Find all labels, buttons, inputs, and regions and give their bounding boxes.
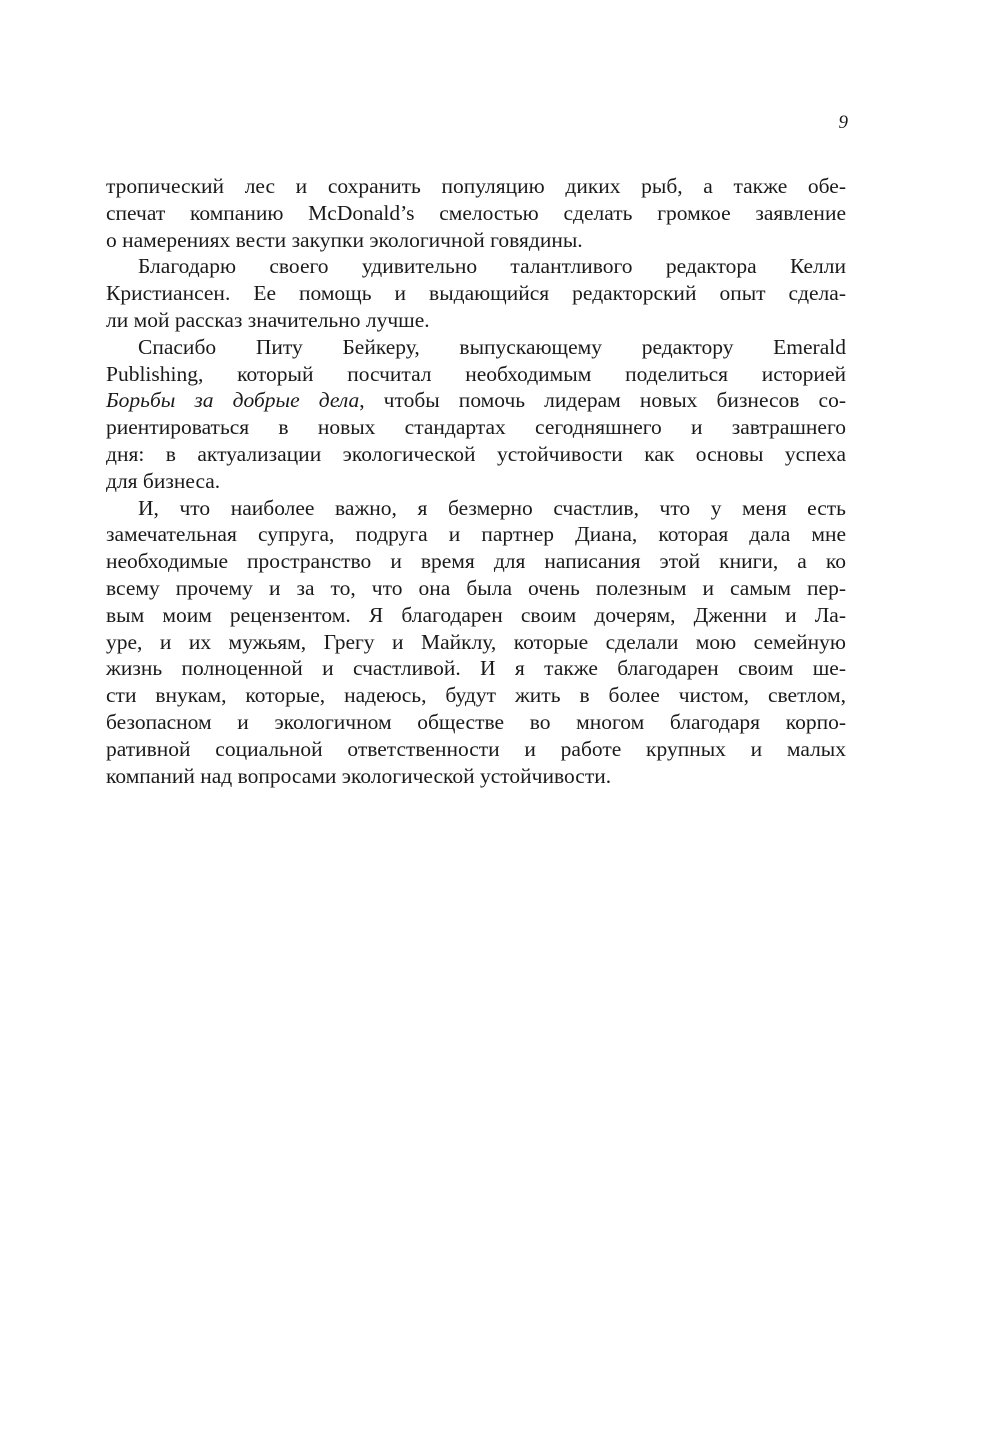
paragraph: [106, 253, 846, 333]
book-title: Борьбы за добрые дела: [106, 388, 360, 413]
paragraph: [106, 334, 846, 495]
text-line: спечат компанию McDonald’s смелостью сделать громкое заявление: [106, 200, 846, 225]
text-line: вым моим рецензентом. Я благодарен своим дочерям, Дженни и Ла-: [106, 602, 846, 627]
text-line: жизнь полноценной и счастливой. И я также благодарен своим ше-: [106, 656, 846, 681]
text-line: о намерениях вести закупки экологичной говядины.: [106, 227, 583, 252]
text-line: Благодарю своего удивительно талантливого редактора Келли: [138, 254, 846, 279]
text-segment: , чтобы помочь лидерам новых бизнесов со-: [359, 388, 846, 413]
text-line: Спасибо Питу Бейкеру, выпускающему редактору Emerald: [138, 334, 846, 359]
text-line: И, что наиболее важно, я безмерно счастлив, что у меня есть: [138, 495, 846, 520]
text-line: замечательная супруга, подруга и партнер Диана, которая дала мне: [106, 522, 846, 547]
text-line: тропический лес и сохранить популяцию диких рыб, а также обе-: [106, 174, 846, 198]
text-line: ративной социальной ответственности и работе крупных и малых: [106, 736, 846, 761]
text-line: ли мой рассказ значительно лучше.: [106, 307, 430, 332]
text-line: Кристиансен. Ее помощь и выдающийся редакторский опыт сдела-: [106, 281, 846, 306]
text-line: всему прочему и за то, что она была очень полезным и самым пер-: [106, 575, 846, 600]
text-line: [106, 387, 846, 414]
text-line: Publishing, который посчитал необходимым поделиться историей: [106, 361, 846, 386]
text-line: безопасном и экологичном обществе во многом благодаря корпо-: [106, 709, 846, 734]
body-text: [106, 173, 846, 789]
text-line: сти внукам, которые, надеюсь, будут жить в более чистом, светлом,: [106, 683, 846, 708]
text-line: дня: в актуализации экологической устойчивости как основы успеха: [106, 441, 846, 466]
page-number: 9: [838, 112, 848, 133]
text-line: для бизнеса.: [106, 468, 221, 493]
text-line: риентироваться в новых стандартах сегодняшнего и завтрашнего: [106, 415, 846, 440]
text-line: компаний над вопросами экологической устойчивости.: [106, 763, 612, 788]
paragraph: [106, 173, 846, 253]
paragraph: [106, 495, 846, 790]
text-line: необходимые пространство и время для написания этой книги, а ко: [106, 549, 846, 574]
text-line: уре, и их мужьям, Грегу и Майклу, которые сделали мою семейную: [106, 629, 846, 654]
